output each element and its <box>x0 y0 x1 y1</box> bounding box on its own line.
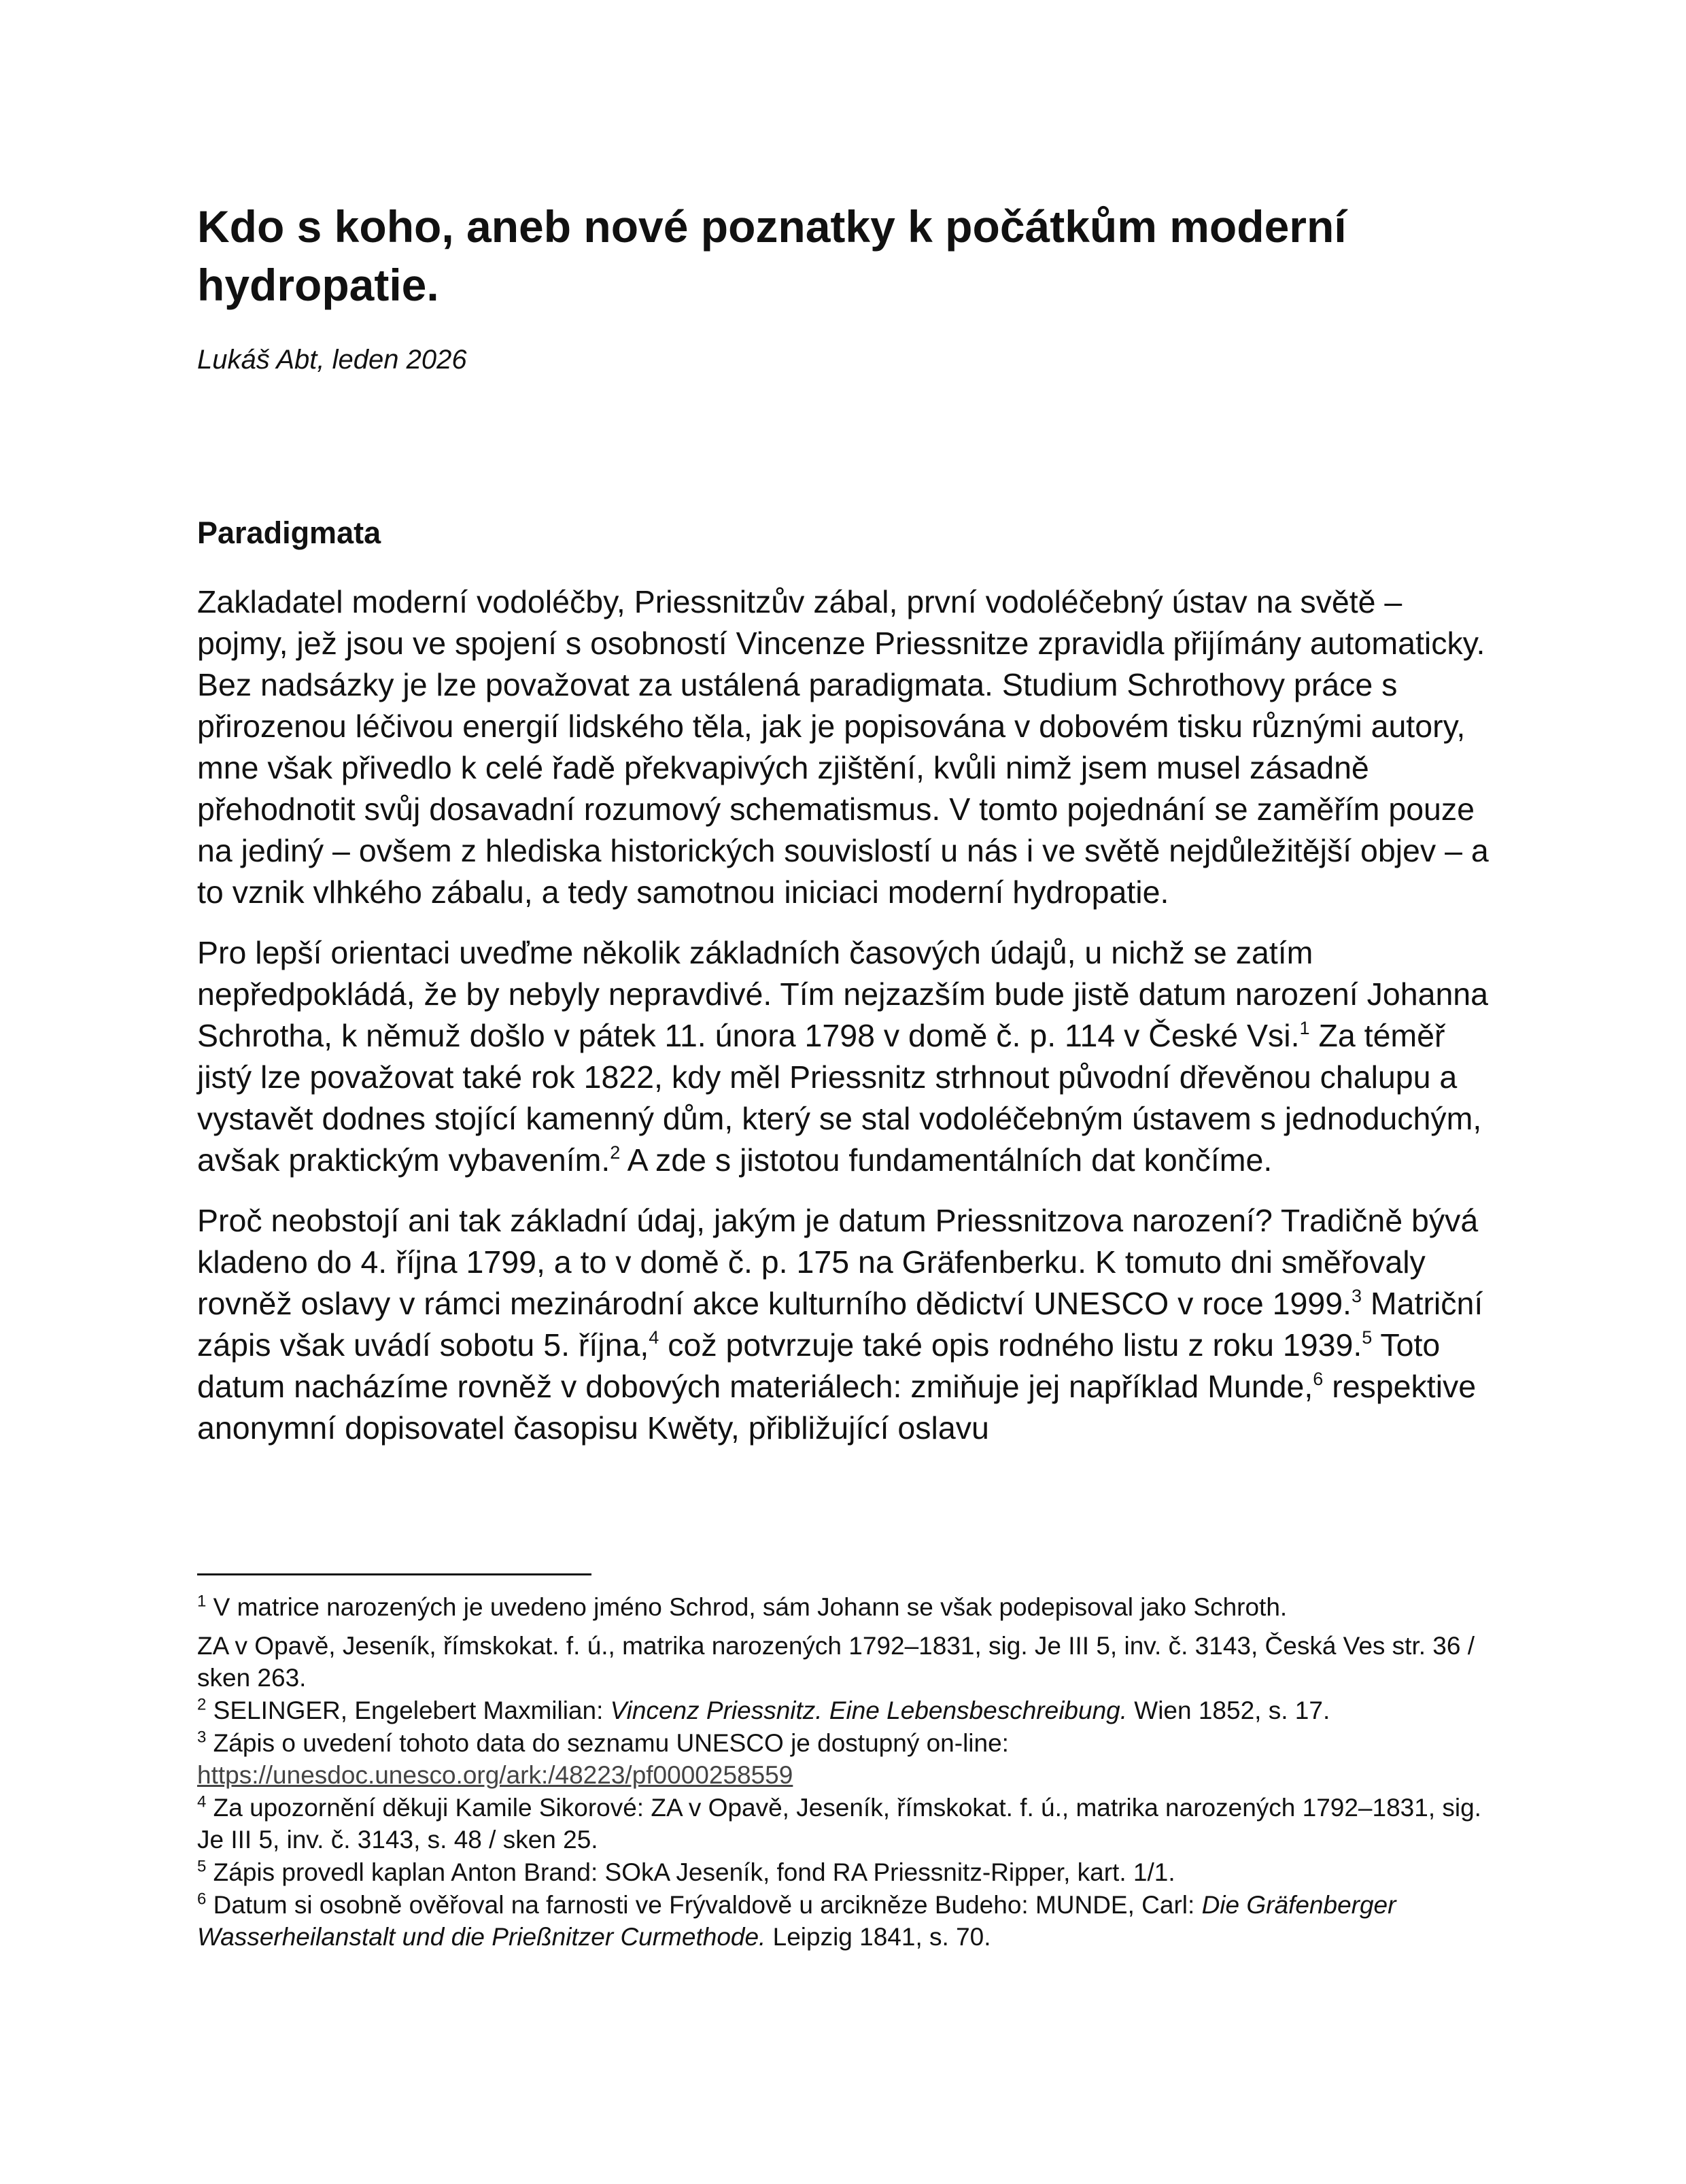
footnotes <box>197 1591 1489 1953</box>
footnote-4 <box>197 1792 1489 1856</box>
footnote-2-text-a: SELINGER, Engelebert Maxmilian: <box>206 1696 610 1724</box>
footnote-3-text: Zápis o uvedení tohoto data do seznamu UNESCO je dostupný on-line: <box>206 1729 1009 1757</box>
document-page <box>197 197 1489 1951</box>
footnote-4-number: 4 <box>197 1792 207 1811</box>
footnote-ref-2[interactable]: 2 <box>610 1142 621 1163</box>
footnote-3 <box>197 1727 1489 1791</box>
paragraph-2-text-c: A zde s jistotou fundamentálních dat končíme. <box>620 1142 1273 1178</box>
paragraph-1-text: Zakladatel moderní vodoléčby, Priessnitzův zábal, první vodoléčebný ústav na světě – pojmy, jež jsou ve spojení s osobností Vincenze Priessnitze zpravidla přijímány automaticky. Bez nadsázky je lze považovat za ustálená paradigmata. Studium Schrothovy práce s přirozenou léčivou energií lidského těla, jak je popisována v dobovém tisku různými autory, mne však přivedlo k celé řadě překvapivých zjištění, kvůli nimž jsem musel zásadně přehodnotit svůj dosavadní rozumový schematismus. V tomto pojednání se zaměřím pouze na jediný – ovšem z hlediska historických souvislostí u nás i ve světě nejdůležitější objev – a to vznik vlhkého zábalu, a tedy samotnou iniciaci moderní hydropatie. <box>197 584 1489 910</box>
paragraph-3-text-e: respektive anonymní dopisovatel časopisu Kwěty, přibližující oslavu <box>197 1369 1477 1446</box>
footnote-4-text: Za upozornění děkuji Kamile Sikorové: ZA v Opavě, Jeseník, římskokat. f. ú., matrika narozených 1792–1831, sig. Je III 5, inv. č. 3143, s. 48 / sken 25. <box>197 1794 1481 1854</box>
footnote-6-text-b: Leipzig 1841 <box>765 1923 916 1951</box>
paragraph-2-text-a: Pro lepší orientaci uveďme několik základních časových údajů, u nichž se zatím nepředpokládá, že by nebyly nepravdivé. Tím nejzazším bude jistě datum narození Johanna Schrotha, k němuž došlo v pátek 11. února 1798 v domě č. p. 114 v České Vsi. <box>197 935 1489 1053</box>
footnote-6-number: 6 <box>197 1890 207 1909</box>
footnote-ref-6[interactable]: 6 <box>1313 1368 1324 1389</box>
footnote-5 <box>197 1856 1489 1888</box>
paragraph-2-text-b: Za téměř jistý lze považovat také rok 1822, kdy měl Priessnitz strhnout původní dřevěnou chalupu a vystavět dodnes stojící kamenný dům, který se stal vodoléčebným ústavem s jednoduchým, avšak praktickým vybavením. <box>197 1018 1482 1178</box>
section-heading: Paradigmata <box>197 515 381 550</box>
footnote-6-text-c: , s. 70. <box>915 1923 991 1951</box>
paragraph-3-text-d: Toto datum nacházíme rovněž v dobových materiálech: zmiňuje jej například Munde, <box>197 1327 1441 1404</box>
paragraph-3-text-b: Matriční zápis však uvádí sobotu 5. října, <box>197 1286 1483 1363</box>
paragraph-3 <box>197 1200 1489 1449</box>
footnote-1-number: 1 <box>197 1592 207 1611</box>
paragraph-3-text-a: Proč neobstojí ani tak základní údaj, jakým je datum Priessnitzova narození? Tradičně bývá kladeno do 4. října 1799, a to v domě č. p. 175 na Gräfenberku. K tomuto dni směřovaly rovněž oslavy v rámci mezinárodní akce kulturního dědictví UNESCO v roce 1999. <box>197 1203 1479 1321</box>
footnote-ref-3[interactable]: 3 <box>1351 1285 1362 1306</box>
footnote-ref-1[interactable]: 1 <box>1299 1017 1310 1038</box>
footnote-6 <box>197 1889 1489 1953</box>
paragraph-3-text-c: což potvrzuje také opis rodného listu z roku 1939. <box>659 1327 1362 1363</box>
footnote-1-text: V matrice narozených je uvedeno jméno Schrod, sám Johann se však podepisoval jako Schroth. <box>206 1593 1288 1621</box>
paragraph-2 <box>197 932 1489 1181</box>
footnote-ref-4[interactable]: 4 <box>649 1327 659 1348</box>
footnote-2 <box>197 1694 1489 1726</box>
paragraph-1 <box>197 581 1489 913</box>
footnote-divider <box>197 1573 591 1575</box>
body-text <box>197 581 1489 1468</box>
footnote-2-title: Vincenz Priessnitz. Eine Lebensbeschreibung. <box>610 1696 1127 1724</box>
footnote-3-number: 3 <box>197 1728 207 1747</box>
footnote-1 <box>197 1591 1489 1694</box>
author-byline: Lukáš Abt, leden 2026 <box>197 345 467 375</box>
footnote-6-title: Die Gräfenberger Wasserheilanstalt und die Prießnitzer Curmethode. <box>197 1891 1396 1951</box>
footnote-6-text-a: Datum si osobně ověřoval na farnosti ve Frývaldově u arcikněze Budeho: MUNDE, Carl: <box>206 1891 1202 1919</box>
footnote-3-link[interactable]: https://unesdoc.unesco.org/ark:/48223/pf0000258559 <box>197 1761 793 1789</box>
footnote-1-continuation: ZA v Opavě, Jeseník, římskokat. f. ú., matrika narozených 1792–1831, sig. Je III 5, inv. č. 3143, Česká Ves str. 36 / sken 263. <box>197 1632 1475 1692</box>
footnote-ref-5[interactable]: 5 <box>1362 1327 1373 1348</box>
footnote-2-number: 2 <box>197 1695 207 1714</box>
page-title: Kdo s koho, aneb nové poznatky k počátkům moderní hydropatie. <box>197 201 1347 310</box>
footnote-5-text: Zápis provedl kaplan Anton Brand: SOkA Jeseník, fond RA Priessnitz-Ripper, kart. 1/1. <box>206 1858 1175 1886</box>
footnote-2-text-b: Wien 1852, s. 17. <box>1127 1696 1330 1724</box>
footnote-5-number: 5 <box>197 1857 207 1876</box>
